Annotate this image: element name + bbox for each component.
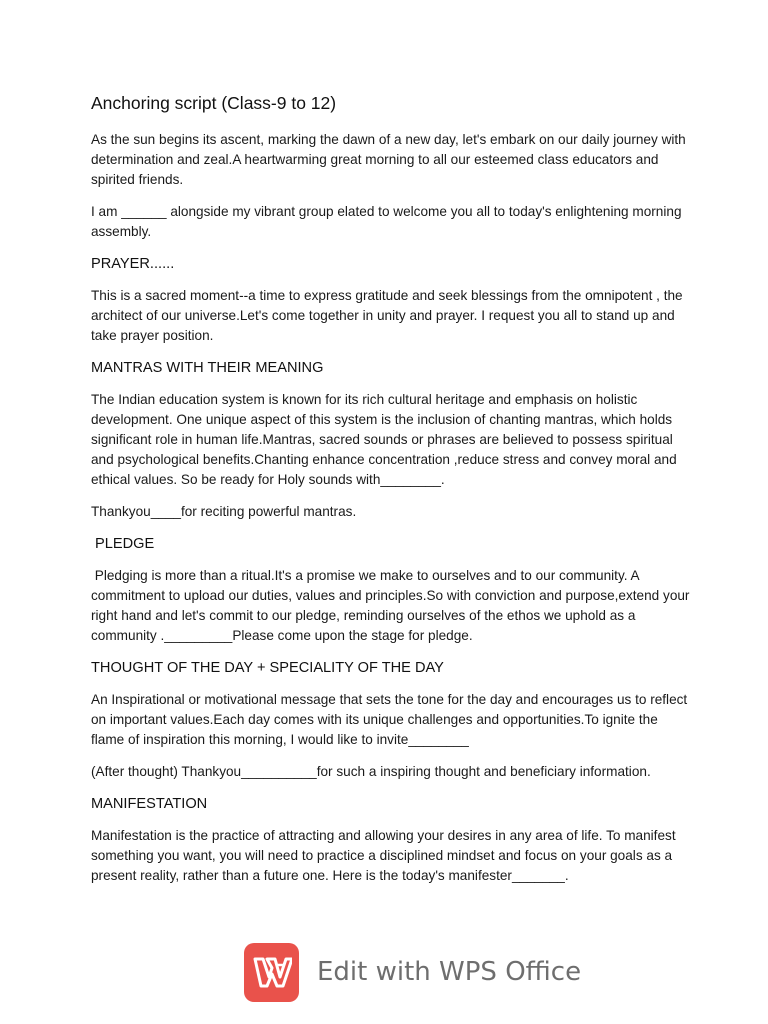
section-paragraph: Manifestation is the practice of attracting and allowing your desires in any area of life. To manifest something you want, you will need to practice a disciplined mindset and focus on your goals as a present reality, rather than a future one. Here is the today's manifester_______.: [91, 828, 676, 883]
section-heading: MANTRAS WITH THEIR MEANING: [91, 360, 324, 376]
edit-with-wps-banner[interactable]: [244, 941, 581, 1003]
section-heading: MANIFESTATION: [91, 796, 208, 812]
document-title: Anchoring script (Class-9 to 12): [91, 93, 337, 113]
section-paragraph: Pledging is more than a ritual.It's a promise we make to ourselves and to our community. A commitment to upload our duties, values and principles.So with conviction and purpose,extend your right hand and let's commit to our pledge, reminding ourselves of the ethos we uphold as a community ._________Please come upon the stage for pledge.: [91, 568, 694, 643]
section-heading: THOUGHT OF THE DAY + SPECIALITY OF THE DAY: [91, 660, 444, 676]
section-paragraph: Thankyou____for reciting powerful mantras.: [91, 504, 357, 519]
section-heading: PLEDGE: [91, 536, 155, 552]
welcome-paragraph: I am ______ alongside my vibrant group elated to welcome you all to today's enlightening morning assembly.: [91, 204, 682, 239]
section-mantras: [91, 358, 691, 522]
section-paragraph: The Indian education system is known for its rich cultural heritage and emphasis on holistic development. One unique aspect of this system is the inclusion of chanting mantras, which holds significant role in human life.Mantras, sacred sounds or phrases are believed to possess spiritual and psychological benefits.Chanting enhance concentration ,reduce stress and convey moral and ethical values. So be ready for Holy sounds with________.: [91, 392, 677, 487]
section-thought: [91, 658, 691, 782]
section-manifestation: [91, 794, 691, 886]
document-page: [91, 90, 694, 898]
section-paragraph: This is a sacred moment--a time to express gratitude and seek blessings from the omnipotent , the architect of our universe.Let's come together in unity and prayer. I request you all to stand up and take prayer position.: [91, 288, 683, 343]
section-paragraph: An Inspirational or motivational message that sets the tone for the day and encourages us to reflect on important values.Each day comes with its unique challenges and opportunities.To ignite the flame of inspiration this morning, I would like to invite________: [91, 692, 688, 747]
section-pledge: [91, 534, 694, 646]
section-paragraph: (After thought) Thankyou__________for such a inspiring thought and beneficiary information.: [91, 764, 651, 779]
section-prayer: [91, 254, 691, 346]
intro-paragraph: As the sun begins its ascent, marking the dawn of a new day, let's embark on our daily journey with determination and zeal.A heartwarming great morning to all our esteemed class educators and spirited friends.: [91, 132, 686, 187]
section-heading: PRAYER......: [91, 256, 175, 272]
wps-w-icon[interactable]: [244, 943, 299, 1002]
edit-with-wps-label[interactable]: Edit with WPS Office: [317, 957, 582, 987]
